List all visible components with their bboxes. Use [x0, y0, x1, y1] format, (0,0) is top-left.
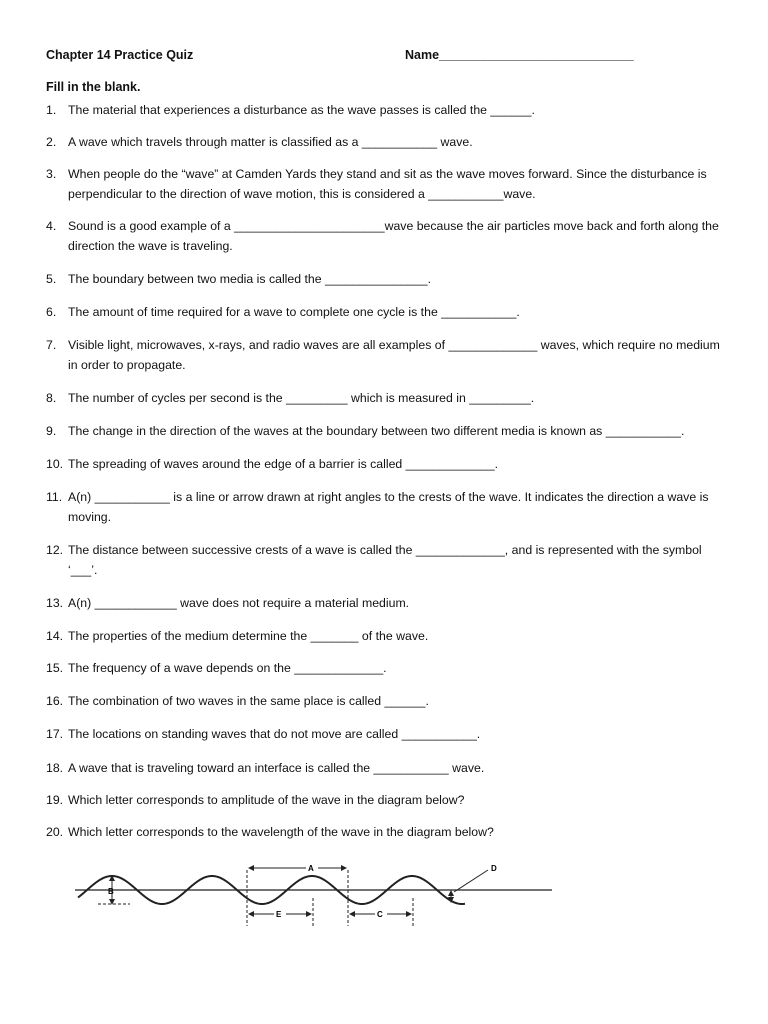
- question-14: [46, 626, 726, 646]
- name-field: Name____________________________: [405, 48, 634, 62]
- question-text: The number of cycles per second is the _________ which is measured in _________.: [68, 391, 535, 405]
- question-number: 7.: [46, 338, 57, 352]
- label-c: C: [377, 910, 383, 919]
- question-text: A wave that is traveling toward an interface is called the ___________ wave.: [68, 761, 485, 775]
- question-number: 3.: [46, 167, 57, 181]
- question-number: 2.: [46, 135, 57, 149]
- d-leader-line: [454, 870, 488, 892]
- question-number: 1.: [46, 103, 57, 117]
- question-17: [46, 724, 726, 744]
- question-13: [46, 593, 726, 613]
- question-text: The distance between successive crests of a wave is called the _____________, and is represented with the symbol ‘___’.: [68, 543, 702, 577]
- question-9: [46, 421, 726, 441]
- question-4: [46, 216, 726, 256]
- question-5: [46, 269, 726, 289]
- question-number: 18.: [46, 761, 64, 775]
- question-number: 14.: [46, 629, 64, 643]
- question-text: Sound is a good example of a ______________________wave because the air particles move back and forth along the direction the wave is traveling.: [68, 219, 719, 253]
- question-text: The locations on standing waves that do not move are called ___________.: [68, 727, 481, 741]
- question-text: The amount of time required for a wave to complete one cycle is the ___________.: [68, 305, 520, 319]
- wave-diagram: [70, 858, 560, 930]
- question-number: 6.: [46, 305, 57, 319]
- question-text: The combination of two waves in the same place is called ______.: [68, 694, 429, 708]
- question-number: 20.: [46, 825, 64, 839]
- question-20: [46, 822, 726, 842]
- question-text: A(n) ___________ is a line or arrow drawn at right angles to the crests of the wave. It indicates the direction a wave is moving.: [68, 490, 709, 524]
- question-text: When people do the “wave” at Camden Yards they stand and sit as the wave moves forward. Since the disturbance is perpendicular to the direction of wave motion, this is considered a ___________wave.: [68, 167, 707, 201]
- question-text: A wave which travels through matter is classified as a ___________ wave.: [68, 135, 473, 149]
- question-text: The properties of the medium determine the _______ of the wave.: [68, 629, 429, 643]
- question-1: [46, 100, 726, 120]
- label-a: A: [308, 864, 314, 873]
- question-15: [46, 658, 726, 678]
- instructions: Fill in the blank.: [46, 80, 141, 94]
- question-number: 12.: [46, 543, 64, 557]
- label-b: B: [108, 887, 114, 896]
- question-number: 4.: [46, 219, 57, 233]
- label-d: D: [491, 864, 497, 873]
- question-8: [46, 388, 726, 408]
- question-number: 19.: [46, 793, 64, 807]
- question-number: 13.: [46, 596, 64, 610]
- question-number: 11.: [46, 490, 63, 504]
- question-text: Which letter corresponds to amplitude of the wave in the diagram below?: [68, 793, 465, 807]
- question-number: 17.: [46, 727, 64, 741]
- question-text: The frequency of a wave depends on the _____________.: [68, 661, 387, 675]
- question-18: [46, 758, 726, 778]
- question-11: [46, 487, 726, 527]
- question-2: [46, 132, 726, 152]
- question-6: [46, 302, 726, 322]
- label-e: E: [276, 910, 282, 919]
- question-number: 15.: [46, 661, 64, 675]
- question-text: The material that experiences a disturbance as the wave passes is called the ______.: [68, 103, 535, 117]
- question-text: Visible light, microwaves, x-rays, and radio waves are all examples of _____________ waves, which require no medium in order to propagate.: [68, 338, 720, 372]
- question-number: 10.: [46, 457, 64, 471]
- question-10: [46, 454, 726, 474]
- question-12: [46, 540, 726, 580]
- question-number: 9.: [46, 424, 57, 438]
- question-number: 16.: [46, 694, 64, 708]
- question-text: The boundary between two media is called the _______________.: [68, 272, 432, 286]
- question-number: 5.: [46, 272, 57, 286]
- question-19: [46, 790, 726, 810]
- question-7: [46, 335, 726, 375]
- question-text: The spreading of waves around the edge of a barrier is called _____________.: [68, 457, 499, 471]
- question-16: [46, 691, 726, 711]
- question-text: Which letter corresponds to the wavelength of the wave in the diagram below?: [68, 825, 494, 839]
- question-number: 8.: [46, 391, 57, 405]
- quiz-title: Chapter 14 Practice Quiz: [46, 48, 194, 62]
- question-text: A(n) ____________ wave does not require a material medium.: [68, 596, 410, 610]
- question-text: The change in the direction of the waves at the boundary between two different media is known as ___________.: [68, 424, 685, 438]
- question-3: [46, 164, 726, 204]
